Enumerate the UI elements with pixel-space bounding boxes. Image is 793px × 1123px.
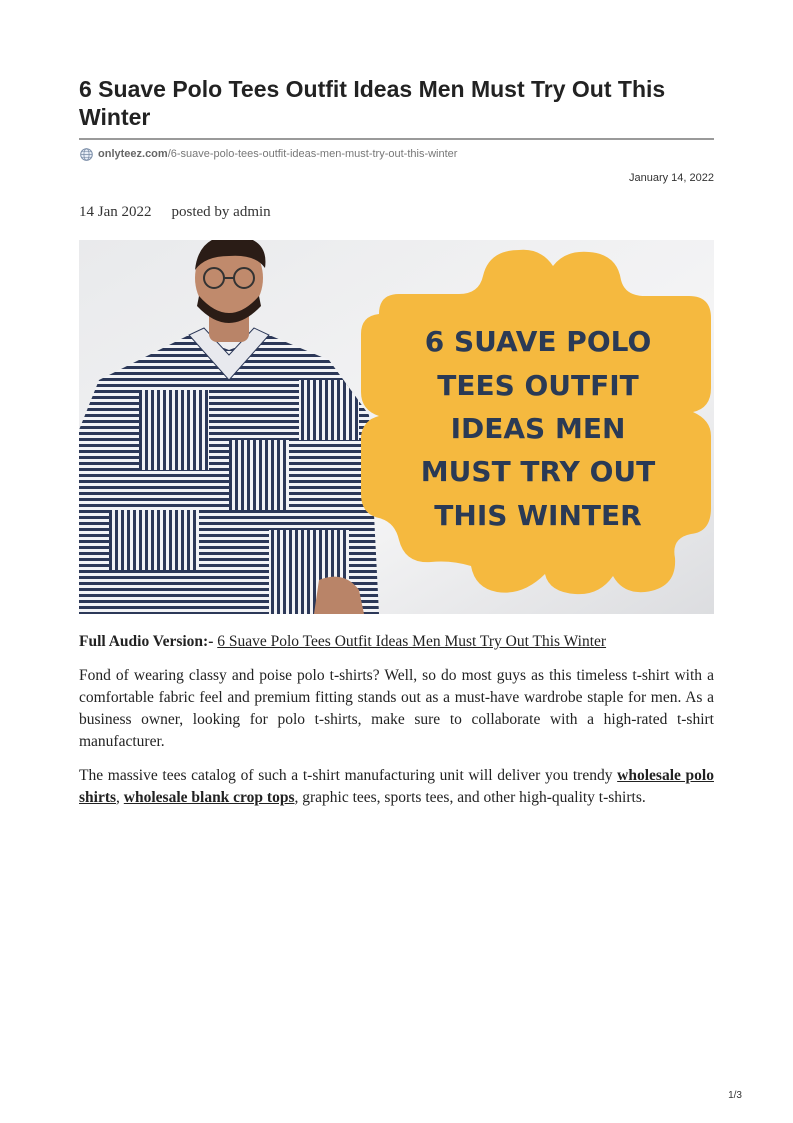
banner-line-2: TEES OUTFIT <box>437 369 639 402</box>
source-url[interactable] <box>80 146 457 162</box>
banner-line-1: 6 SUAVE POLO <box>424 325 652 358</box>
post-meta <box>79 204 271 221</box>
globe-icon <box>80 148 93 161</box>
audio-link[interactable]: 6 Suave Polo Tees Outfit Ideas Men Must Try Out This Winter <box>217 633 607 650</box>
source-domain: onlyteez.com <box>98 148 168 160</box>
post-date: 14 Jan 2022 <box>79 204 152 220</box>
hero-image <box>79 240 714 614</box>
paragraph-2-end: , graphic tees, sports tees, and other high-quality t-shirts. <box>294 789 646 806</box>
article-body <box>79 631 714 821</box>
banner-line-3: IDEAS MEN <box>450 412 626 445</box>
comma: , <box>116 789 120 806</box>
paragraph-2 <box>79 765 714 809</box>
hero-illustration <box>79 240 714 614</box>
page-title: 6 Suave Polo Tees Outfit Ideas Men Must Try Out This Winter <box>79 76 666 130</box>
title-divider <box>79 138 714 140</box>
source-path: /6-suave-polo-tees-outfit-ideas-men-must-try-out-this-winter <box>167 148 458 160</box>
paragraph-2-start: The massive tees catalog of such a t-shirt manufacturing unit will deliver you trendy <box>79 767 613 784</box>
audio-label: Full Audio Version:- <box>79 633 214 650</box>
wholesale-blank-crop-tops-link[interactable]: wholesale blank crop tops <box>123 789 295 806</box>
post-author: posted by admin <box>171 204 271 220</box>
paragraph-1: Fond of wearing classy and poise polo t-shirts? Well, so do most guys as this timeless t-shirt with a comfortable fabric feel and premium fitting stands out as a must-have wardrobe staple for men. As a business owner, looking for polo t-shirts, make sure to collaborate with a high-rated t-shirt manufacturer. <box>79 667 714 750</box>
print-date: January 14, 2022 <box>628 172 714 184</box>
banner-line-4: MUST TRY OUT <box>420 455 656 488</box>
banner-line-5: THIS WINTER <box>434 499 642 532</box>
wholesale-polo-shirts-link[interactable]: wholesale polo shirts <box>79 767 714 806</box>
audio-line <box>79 631 714 653</box>
banner-text <box>421 325 655 532</box>
page-number: 1/3 <box>728 1090 742 1101</box>
